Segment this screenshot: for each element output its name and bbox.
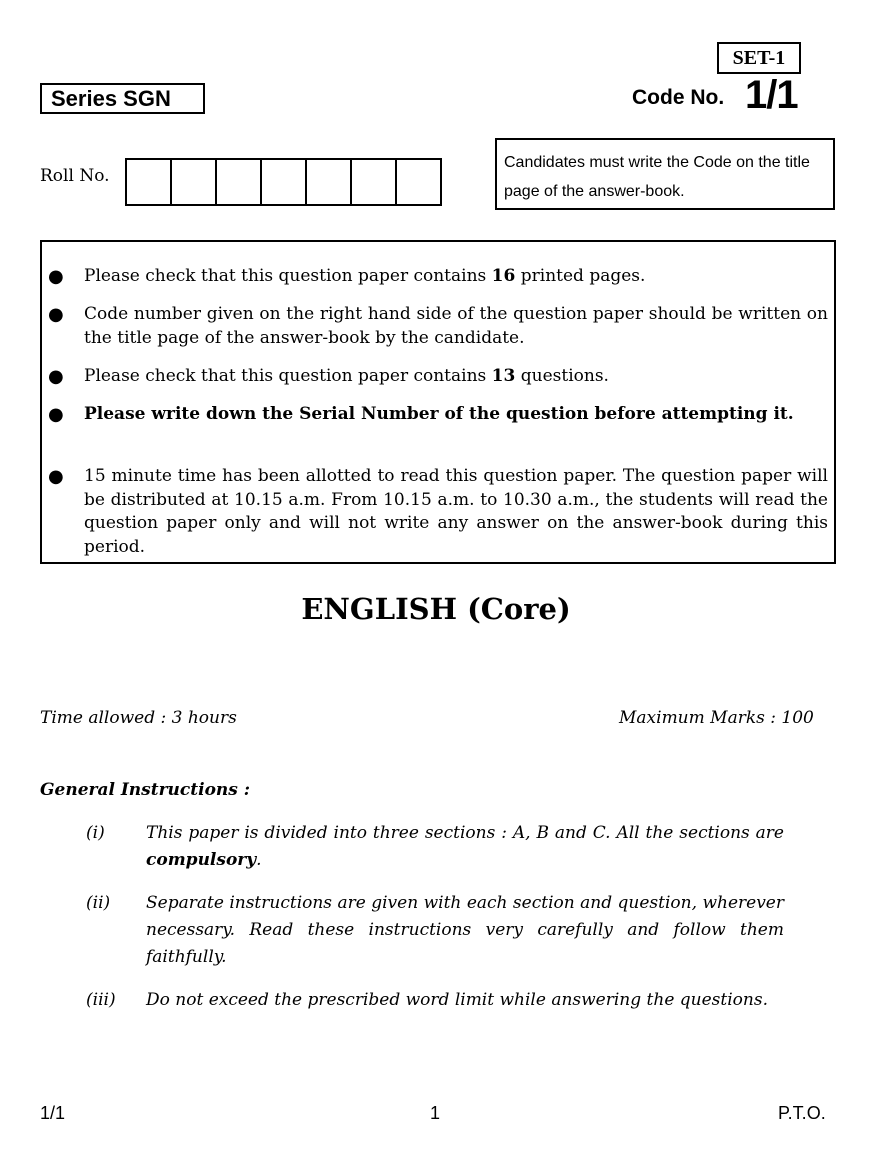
series-label: Series SGN [40,83,205,114]
general-instructions-heading: General Instructions : [40,780,251,800]
instruction-item [86,987,784,1014]
instruction-number: (iii) [86,990,116,1010]
note-item [42,365,834,389]
note-item [42,403,834,427]
bullet-icon: ● [48,404,64,425]
pto-label: P.T.O. [778,1103,826,1123]
maximum-marks: Maximum Marks : 100 [619,708,814,728]
code-label: Code No. [632,86,725,109]
time-allowed: Time allowed : 3 hours [40,708,237,728]
note-text: Please check that this question paper contains 16 printed pages. [84,266,646,286]
roll-number-cell [307,160,352,204]
instruction-text: This paper is divided into three sections : A, B and C. All the sections are compulsory. [146,823,784,870]
preliminary-notes-box [40,240,836,564]
instruction-item [86,820,784,874]
footer-code: 1/1 [40,1103,66,1123]
roll-number-cell [352,160,397,204]
roll-number-cell [262,160,307,204]
instruction-number: (ii) [86,893,111,913]
instruction-item [86,890,784,971]
paper-title: ENGLISH (Core) [301,592,571,626]
note-item [42,303,834,350]
note-text: Please check that this question paper contains 13 questions. [84,366,609,386]
candidate-instruction-box: Candidates must write the Code on the title page of the answer-book. [495,138,835,210]
roll-number-cell [217,160,262,204]
instruction-text: Do not exceed the prescribed word limit while answering the questions. [146,990,768,1010]
roll-number-cell [127,160,172,204]
set-label: SET-1 [717,42,801,74]
roll-number-boxes [125,158,442,206]
instruction-text: Separate instructions are given with each section and question, wherever necessary. Read these instructions very carefully and follow them faithfully. [146,893,784,967]
bullet-icon: ● [48,466,64,487]
note-text: Please write down the Serial Number of the question before attempting it. [84,404,794,424]
note-item [42,465,834,559]
roll-number-cell [172,160,217,204]
note-text: Code number given on the right hand side of the question paper should be written on the title page of the answer-book by the candidate. [84,304,828,348]
page-number: 1 [430,1103,441,1123]
note-text: 15 minute time has been allotted to read this question paper. The question paper will be distributed at 10.15 a.m. From 10.15 a.m. to 10.30 a.m., the students will read the question paper only and will not write any answer on the answer-book during this period. [84,466,828,557]
instruction-number: (i) [86,823,105,843]
code-value: 1/1 [745,73,798,117]
bullet-icon: ● [48,366,64,387]
bullet-icon: ● [48,304,64,325]
bullet-icon: ● [48,266,64,287]
note-item [42,265,834,289]
roll-number-cell [397,160,442,204]
roll-number-label: Roll No. [40,166,110,186]
